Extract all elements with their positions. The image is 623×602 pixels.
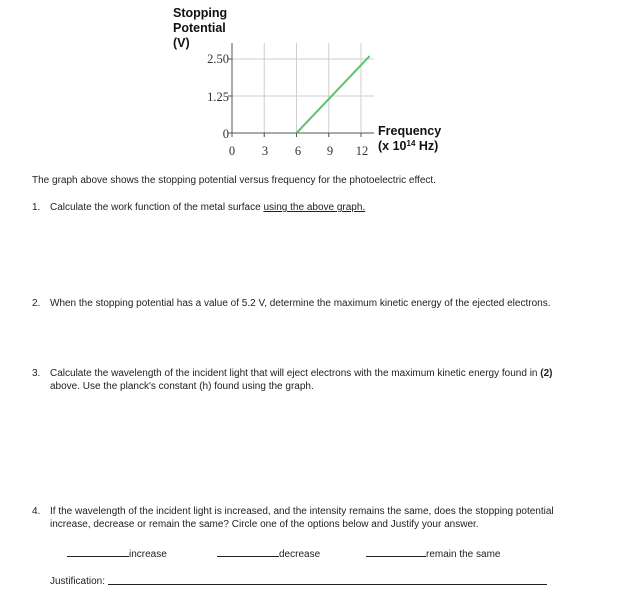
question-number: 3. <box>32 368 41 379</box>
justification-line[interactable] <box>108 584 547 585</box>
question-2 <box>32 297 592 311</box>
answer-blank[interactable] <box>67 547 129 557</box>
chart-series <box>297 56 370 133</box>
intro-text: The graph above shows the stopping potential versus frequency for the photoelectric effect. <box>32 175 436 186</box>
option-remain-the-same[interactable] <box>366 547 500 560</box>
question-text: above. Use the planck's constant (h) found using the graph. <box>50 381 314 392</box>
question-reference: (2) <box>540 368 553 379</box>
y-axis-label-line: Potential <box>173 21 226 35</box>
question-text: Calculate the work function of the metal surface <box>50 202 264 213</box>
x-axis-label <box>378 124 441 154</box>
question-number: 1. <box>32 202 41 213</box>
x-axis-label-title: Frequency <box>378 124 442 138</box>
x-tick-label: 3 <box>261 144 269 158</box>
answer-blank[interactable] <box>366 547 426 557</box>
question-text: When the stopping potential has a value of 5.2 V, determine the maximum kinetic energy of the ejected electrons. <box>50 298 551 309</box>
option-increase[interactable] <box>67 547 167 560</box>
x-tick-label: 6 <box>294 144 302 158</box>
option-label: increase <box>129 549 167 560</box>
x-tick-label: 9 <box>326 144 334 158</box>
question-4 <box>32 505 602 533</box>
option-label: remain the same <box>426 549 501 560</box>
question-text: increase, decrease or remain the same? Circle one of the options below and Justify your answer. <box>50 519 479 530</box>
question-text: Calculate the wavelength of the incident light that will eject electrons with the maximum kinetic energy found in <box>50 368 541 379</box>
y-axis-label-line: (V) <box>173 36 190 50</box>
chart-grid <box>228 43 374 137</box>
x-axis-label-unit: (x $10^{14}$ Hz) <box>378 139 439 153</box>
question-3 <box>32 367 602 395</box>
question-number: 4. <box>32 506 41 517</box>
graph-reference-link: using the above graph. <box>263 202 366 213</box>
chart-axes <box>228 43 374 137</box>
y-tick-label: 2.50 <box>207 52 229 66</box>
y-tick-label: 0 <box>222 127 229 141</box>
justification-label: Justification: <box>50 576 106 587</box>
x-tick-label: 12 <box>355 144 369 158</box>
y-tick-label: 1.25 <box>207 90 229 104</box>
option-decrease[interactable] <box>217 547 320 560</box>
option-label: decrease <box>279 549 321 560</box>
stopping-potential-chart <box>0 0 623 170</box>
y-axis-label-line: Stopping <box>173 6 228 20</box>
x-tick-label: 0 <box>228 144 236 158</box>
series-line <box>297 56 370 133</box>
question-1 <box>32 201 592 215</box>
question-text: If the wavelength of the incident light is increased, and the intensity remains the same, does the stopping potential <box>50 506 554 517</box>
question-number: 2. <box>32 298 41 309</box>
answer-blank[interactable] <box>217 547 279 557</box>
